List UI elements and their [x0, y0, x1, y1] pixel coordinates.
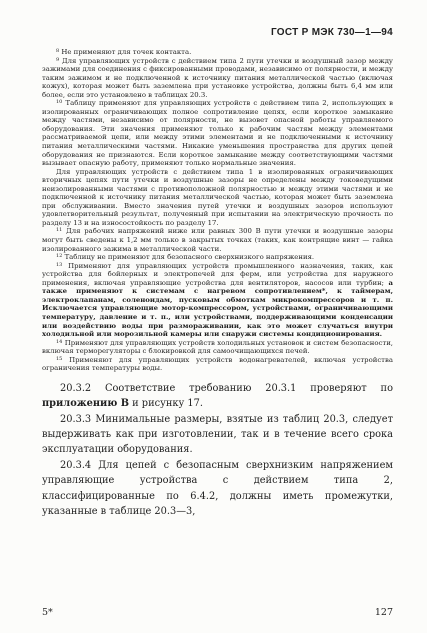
signature-mark: 5*: [42, 607, 53, 618]
footnote-14: $^{14}$ Применяют для управляющих устройств холодильных установок и систем безопасности, включая терморегуляторы с блокировкой для самоочищающихся печей.: [42, 338, 393, 356]
footnote-8: $^8$ Не применяют для точек контакта.: [56, 48, 192, 56]
paragraph-20-3-3: 20.3.3 Минимальные размеры, взятые из таблиц 20.3, следует выдерживать как при изготовлении, так и в течение всего срока эксплуатации оборудования.: [42, 413, 393, 456]
paragraph-20-3-4: 20.3.4 Для цепей с безопасным сверхнизким напряжением управляющие устройства с действием типа 2, классифицированные по 6.4.2, должны иметь промежутки, указанные в таблице 20.3—3,: [42, 459, 393, 518]
footnote-13-bold: а также применяют к системам с нагревом сопротивлением*, к таймерам, электроклапанам, соленоидам, пусковым обмоткам микрокомпрессоров и т. п. Исключается управляющие мотор-компрессором, устройствами, ограничивающими температуру, давление и т. п., или устройствами, поддерживающими конденсации или воздействию воды при размораживании, как это может случаться внутри холодильной или морозильной камеры или снаружи системы кондиционирования.: [42, 278, 393, 339]
footnote-9: $^9$ Для управляющих устройств с действием типа 2 пути утечки и воздушный зазор между зажимами для соединения с фиксированными проводами, независимо от полярности, и между таким зажимом и не подключенной к источнику питания металлической частью (включая кожух), которая может быть заземлена при установке устройства, должны быть 6,4 мм или более, если это установлено в таблицах 20.3.: [42, 56, 393, 99]
footnote-12: $^{12}$ Таблицу не применяют для безопасного сверхнизкого напряжения.: [56, 253, 315, 262]
page-header: ГОСТ Р МЭК 730—1—94: [270, 27, 393, 38]
footnote-13: $^{13}$ Применяют для управляющих устройств промышленного назначения, таких, как устройства для бойлерных и электропечей для ферм, или устройства для наружного применения, включая управляющие устройства для вентиляторов, насосов или турбин; а также применяют к системам с нагревом сопротивлением*, к таймерам, электроклапанам, соленоидам, пусковым обмоткам микрокомпрессоров и т. п. Исключается управляющие мотор-компрессором, устройствами, ограничивающими температуру, давление и т. п., или устройствами, поддерживающими конденсации или воздействию воды при размораживании, как это может случаться внутри холодильной или морозильной камеры или снаружи системы кондиционирования.: [42, 261, 393, 339]
appendix-reference: приложению В: [42, 398, 130, 410]
footnote-10-continuation: Для управляющих устройств с действием типа 1 в изолированных ограничивающих вторичных цепях пути утечки и воздушные зазоры не определены между токоведущими неизолированными частями с противоположной полярностью и между этими частями и не подключенной к источнику питания металлической частью, которая может быть заземлена при обслуживании. Вместо значения путей утечки и воздушных зазоров используют удовлетворительный результат, полученный при испытании на электрическую прочность по разделу 13 и на износостойкость по разделу 17.: [42, 167, 393, 227]
footnote-15: $^{15}$ Применяют для управляющих устройств водонагревателей, включая устройства ограничения температуры воды.: [42, 355, 393, 373]
footnote-10: $^{10}$ Таблицу применяют для управляющих устройств с действием типа 2, использующих в изолированных ограничивающих полное сопротивление цепях, если короткое замыкание между частями, независимо от полярности, не вызовет опасной работы управляемого оборудования. Эти значения применяют только к рабочим частям между элементами рассматриваемой цепи, или между этими элементами и не подключенными к источнику питания металлическими частями. Никакие уменьшения пространства для других цепей оборудования не признаются. Если короткое замыкание между соответствующими частями вызывает опасную работу, применяют только нормальные значения.: [42, 99, 393, 168]
page-number: 127: [374, 607, 393, 618]
footnotes: [42, 48, 393, 373]
page-footer: [42, 607, 393, 618]
paragraph-20-3-2: 20.3.2 Соответствие требованию 20.3.1 проверяют по приложению В и рисунку 17.: [42, 382, 393, 410]
footnote-11: $^{11}$ Для рабочих напряжений ниже или равных 300 В пути утечки и воздушные зазоры могут быть сведены к 1,2 мм только в закрытых точках (таких, как контрящие винт — гайка изолированного зажима в металлической части.: [42, 227, 393, 253]
